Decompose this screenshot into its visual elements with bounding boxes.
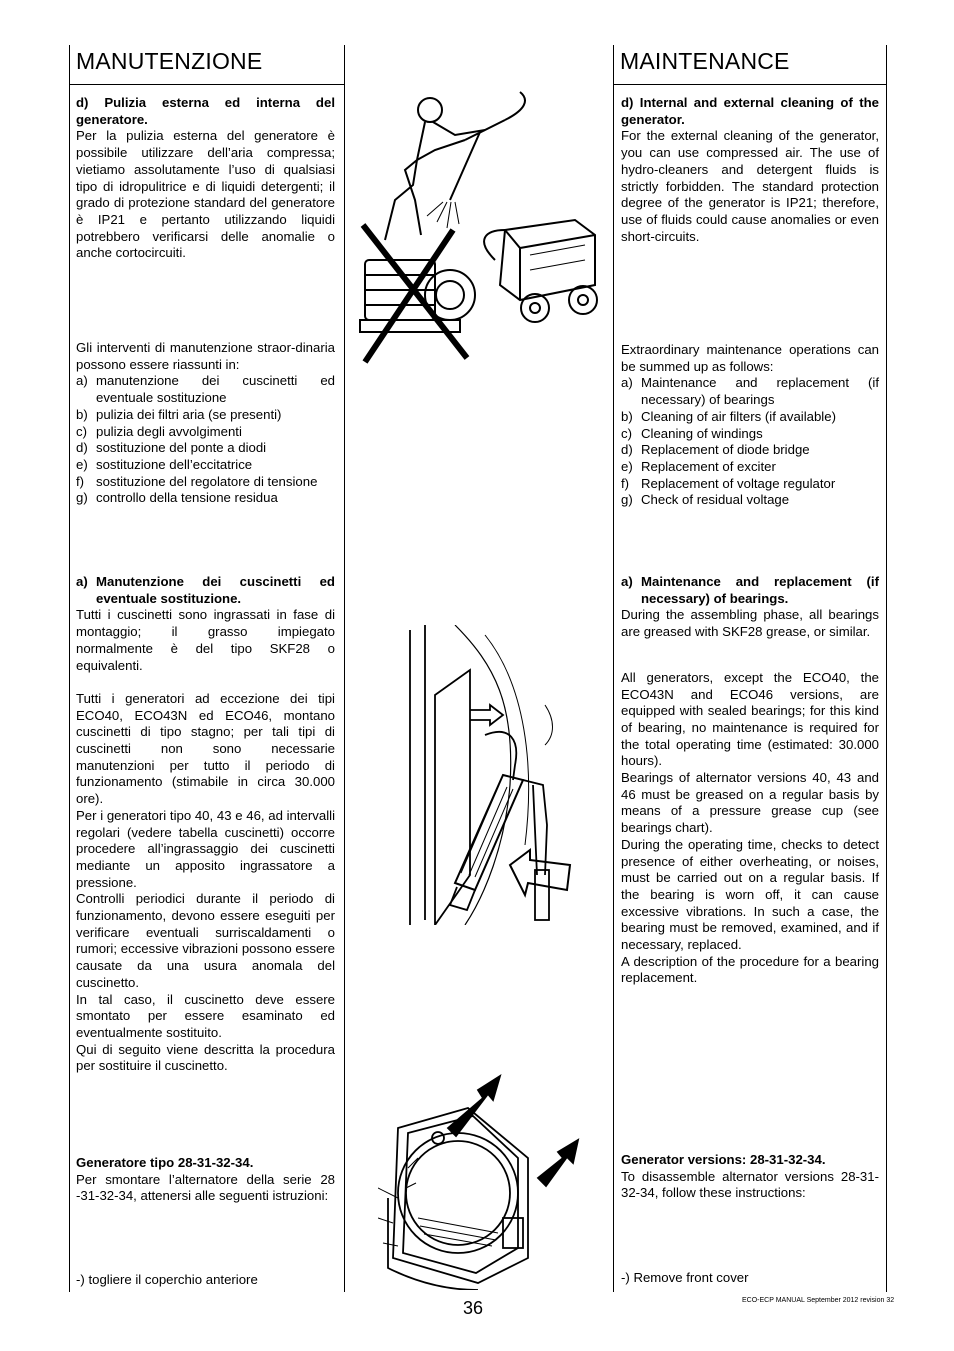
en-extraordinary-section	[621, 342, 879, 509]
heading-italian: MANUTENZIONE	[76, 48, 263, 74]
list-item: g) controllo della tensione residua	[76, 490, 278, 506]
en-bearing-paragraph: A description of the procedure for a bearing replacement.	[621, 953, 879, 986]
page-number: 36	[463, 1298, 484, 1318]
remove-front-cover-illustration	[378, 1068, 593, 1290]
it-step-1: -) togliere il coperchio anteriore	[76, 1272, 258, 1287]
it-bearing-paragraph: Controlli periodici durante il periodo di funzionamento, devono essere eseguiti per verificare eventuali surriscaldamenti o rumori; eccessive vibrazioni possono essere causate da una usura anomala del cuscinetto.	[76, 891, 335, 990]
en-bearing-paragraph: During the assembling phase, all bearings are greased with SKF28 grease, or similar.	[621, 607, 879, 640]
it-bearing-paragraph: Tutti i cuscinetti sono ingrassati in fase di montaggio; il grasso impiegato normalmente è del tipo SKF28 o equivalenti.	[76, 607, 335, 673]
it-bearing-title: a) Manutenzione dei cuscinetti ed eventuale sostituzione.	[76, 574, 335, 606]
list-item: b) pulizia dei filtri aria (se presenti)	[76, 406, 282, 422]
list-item: f) sostituzione del regolatore di tensione	[76, 473, 318, 489]
en-cleaning-title: d) Internal and external cleaning of the generator.	[621, 95, 879, 127]
header-divider-right	[613, 84, 887, 85]
en-generator-body: To disassemble alternator versions 28-31-32-34, follow these instructions:	[621, 1168, 879, 1201]
en-bearing-paragraph: Bearings of alternator versions 40, 43 and 46 must be greased on a regular basis by means of a pressure grease cup (see bearings chart).	[621, 770, 879, 836]
it-cleaning-section	[76, 95, 335, 262]
en-step-1: -) Remove front cover	[621, 1270, 749, 1285]
column-border-left	[69, 45, 70, 1292]
it-extraordinary-intro: Gli interventi di manutenzione straor-dinaria possono essere riassunti in:	[76, 340, 335, 372]
column-border-middle-right	[613, 45, 614, 1292]
it-bearing-section	[76, 574, 335, 1075]
it-bearing-paragraph: Per i generatori tipo 40, 43 e 46, ad intervalli regolari (vedere tabella cuscinetti) occorre procedere all’ingrassaggio dei cuscinetti mediante un apposito ingrassatore a pressione.	[76, 807, 335, 890]
column-border-middle-left	[344, 45, 345, 1292]
it-bearing-paragraph: In tal caso, il cuscinetto deve essere smontato per essere esaminato ed eventualmente sostituito.	[76, 991, 335, 1040]
it-generator-section	[76, 1155, 335, 1205]
footer-text: ECO-ECP MANUAL September 2012 revision 32	[742, 1297, 895, 1304]
list-item: e) sostituzione dell’eccitatrice	[76, 456, 253, 472]
list-item: g) Check of residual voltage	[621, 492, 790, 508]
list-item: d) Replacement of diode bridge	[621, 442, 810, 458]
en-extraordinary-list	[621, 375, 879, 509]
it-extraordinary-section	[76, 340, 335, 507]
en-cleaning-body: For the external cleaning of the generator, you can use compressed air. The use of hydro-cleaners and detergent fluids is strictly forbidden. The standard protection degree of the generator is IP21; therefore, use of fluids could cause anomalies or even short-circuits.	[621, 128, 879, 244]
en-extraordinary-intro: Extraordinary maintenance operations can be summed up as follows:	[621, 342, 879, 374]
no-pressure-washer-illustration	[355, 90, 605, 370]
it-bearing-paragraph: Qui di seguito viene descritta la procedura per sostituire il cuscinetto.	[76, 1041, 335, 1074]
list-item: f) Replacement of voltage regulator	[621, 475, 836, 491]
column-border-right	[886, 45, 887, 1292]
en-cleaning-section	[621, 95, 879, 245]
en-bearing-paragraph: During the operating time, checks to detect presence of either overheating, or noises, must be carried out on a regular basis. If the bearing is worn off, it can cause excessive vibrations. In such a case, the bearing must be removed, examined, and if necessary, replaced.	[621, 836, 879, 953]
list-item: d) sostituzione del ponte a diodi	[76, 440, 267, 456]
list-item: a) Maintenance and replacement (if necessary) of bearings	[621, 375, 879, 408]
en-bearing-paragraph: All generators, except the ECO40, the ECO43N and ECO46 versions, are equipped with sealed bearings; for this kind of bearing, no maintenance is required for the total operating time (estimated: 30.000 hours).	[621, 669, 879, 769]
it-generator-title: Generatore tipo 28-31-32-34.	[76, 1155, 254, 1170]
heading-english: MAINTENANCE	[620, 48, 790, 74]
it-cleaning-body: Per la pulizia esterna del generatore è possibile utilizzare dell’aria compressa; vietiamo assolutamente l’uso di qualsiasi tipo di idropulitrice e di liquidi detergenti; il grado di protezione standard del generatore è IP21 e pertanto utilizzando liquidi potrebbero verificarsi delle anomalie o anche cortocircuiti.	[76, 128, 335, 261]
it-bearing-paragraph: Tutti i generatori ad eccezione dei tipi ECO40, ECO43N ed ECO46, montano cuscinetti di tipo stagno; per tali tipi di cuscinetti non sono necessarie manutenzioni per tutto il periodo di funzionamento (stimabile in circa 30.000 ore).	[76, 690, 335, 807]
list-item: b) Cleaning of air filters (if available)	[621, 408, 836, 424]
grease-gun-illustration	[395, 625, 595, 925]
list-item: c) pulizia degli avvolgimenti	[76, 423, 242, 439]
en-bearing-section	[621, 574, 879, 987]
it-generator-body: Per smontare l’alternatore della serie 28 -31-32-34, attenersi alle seguenti istruzioni:	[76, 1171, 335, 1204]
list-item: e) Replacement of exciter	[621, 458, 776, 474]
en-generator-section	[621, 1152, 879, 1202]
en-generator-title: Generator versions: 28-31-32-34.	[621, 1152, 826, 1167]
it-cleaning-title: d) Pulizia esterna ed interna del generatore.	[76, 95, 335, 127]
list-item: c) Cleaning of windings	[621, 425, 763, 441]
en-bearing-title: a) Maintenance and replacement (if necessary) of bearings.	[621, 574, 879, 606]
it-extraordinary-list	[76, 373, 335, 507]
list-item: a) manutenzione dei cuscinetti ed eventuale sostituzione	[76, 373, 335, 406]
header-divider-left	[69, 84, 345, 85]
